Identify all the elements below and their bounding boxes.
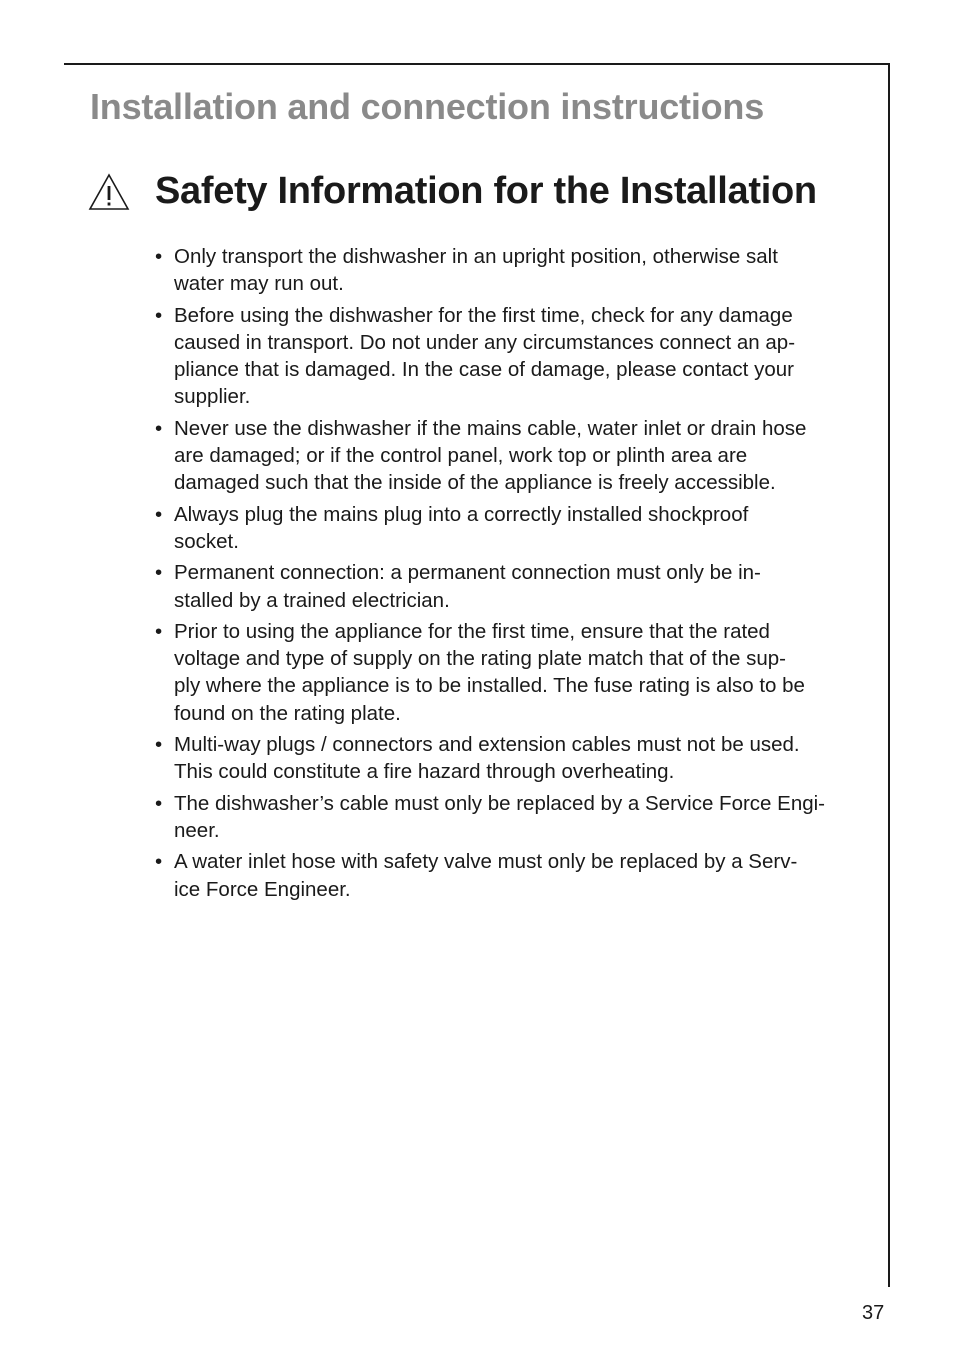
page-number: 37 (862, 1302, 885, 1324)
bullet-item (155, 415, 867, 497)
right-margin-rule (888, 63, 890, 1287)
warning-triangle-icon (88, 173, 130, 211)
bullet-text-line: voltage and type of supply on the rating plate match that of the sup- (174, 647, 786, 671)
bullet-point-icon: • (155, 502, 163, 526)
bullet-item (155, 848, 867, 903)
bullet-text-line: A water inlet hose with safety valve must only be replaced by a Serv- (174, 850, 798, 874)
bullet-text-line: pliance that is damaged. In the case of damage, please contact your (174, 358, 794, 382)
bullet-text-line: The dishwasher’s cable must only be replaced by a Service Force Engi- (174, 791, 826, 815)
bullet-item (155, 790, 867, 845)
bullet-item (155, 501, 867, 556)
bullet-text-line: Always plug the mains plug into a correctly installed shockproof (174, 502, 749, 526)
bullet-item (155, 559, 867, 614)
bullet-point-icon: • (155, 245, 163, 268)
bullet-text-line: Permanent connection: a permanent connection must only be in- (174, 561, 761, 585)
bullet-text-line: ice Force Engineer. (174, 877, 351, 901)
bullet-point-icon: • (155, 303, 163, 327)
bullet-text-line: neer. (174, 818, 220, 842)
chapter-title: Installation and connection instructions (90, 86, 765, 127)
bullet-text-line: ply where the appliance is to be installed. The fuse rating is also to be (174, 674, 805, 698)
section-header (88, 170, 817, 213)
bullet-text-line: found on the rating plate. (174, 701, 401, 725)
bullet-text-line: socket. (174, 529, 239, 553)
bullet-point-icon: • (155, 791, 163, 815)
bullet-text-line: water may run out. (174, 272, 344, 296)
bullet-text-line: This could constitute a fire hazard through overheating. (174, 760, 675, 784)
bullet-point-icon: • (155, 850, 163, 874)
bullet-text-line: Multi-way plugs / connectors and extension cables must not be used. (174, 733, 800, 757)
bullet-text-line: Never use the dishwasher if the mains cable, water inlet or drain hose (174, 416, 807, 440)
section-title: Safety Information for the Installation (155, 170, 817, 212)
safety-bullet-list (155, 243, 867, 907)
bullet-item (155, 243, 867, 298)
bullet-item (155, 302, 867, 411)
bullet-point-icon: • (155, 733, 163, 757)
bullet-text-line: Only transport the dishwasher in an upright position, otherwise salt (174, 245, 778, 268)
bullet-text-line: Before using the dishwasher for the first time, check for any damage (174, 303, 793, 327)
bullet-point-icon: • (155, 416, 163, 440)
top-rule (64, 63, 890, 65)
bullet-item (155, 731, 867, 786)
bullet-text-line: supplier. (174, 385, 251, 409)
bullet-text-line: caused in transport. Do not under any circumstances connect an ap- (174, 330, 796, 354)
bullet-item (155, 618, 867, 727)
bullet-text-line: Prior to using the appliance for the first time, ensure that the rated (174, 619, 770, 643)
bullet-point-icon: • (155, 619, 163, 643)
bullet-text-line: are damaged; or if the control panel, work top or plinth area are (174, 444, 748, 468)
bullet-point-icon: • (155, 561, 163, 585)
bullet-text-line: damaged such that the inside of the appliance is freely accessible. (174, 471, 776, 495)
bullet-text-line: stalled by a trained electrician. (174, 588, 450, 612)
